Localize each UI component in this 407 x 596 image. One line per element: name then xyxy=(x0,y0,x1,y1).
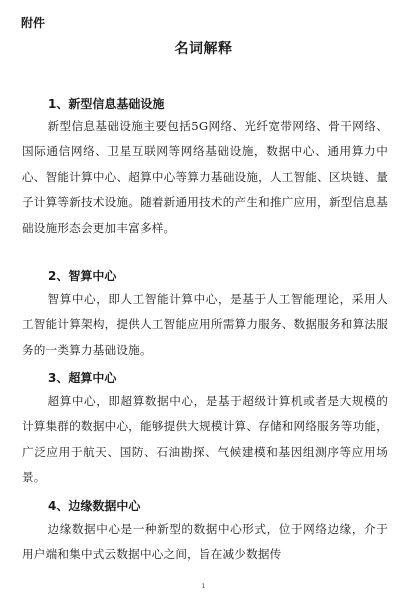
section-body-1: 新型信息基础设施主要包括5G网络、光纤宽带网络、骨干网络、国际通信网络、卫星互联网等网络基础设施，数据中心、通用算力中心、智能计算中心、超算中心等算力基础设施，人工智能、区块链、量子计算等新技术设施。随着新通用技术的产生和推广应用，新型信息基础设施形态会更加丰富多样。 xyxy=(22,119,388,235)
section-body-3: 超算中心，即超算数据中心，是基于超级计算机或者是大规模的计算集群的数据中心，能够提供大规模计算、存储和网络服务等功能，广泛应用于航天、国防、石油勘探、气候建模和基因组测序等应用场景。 xyxy=(22,394,388,485)
section-heading-2: 2、智算中心 xyxy=(48,269,117,283)
page-number: 1 xyxy=(201,583,206,590)
section-heading-1: 1、新型信息基础设施 xyxy=(48,97,165,111)
attachment-label: 附件 xyxy=(21,16,46,30)
section-heading-3: 3、超算中心 xyxy=(48,371,117,385)
section-body-4: 边缘数据中心是一种新型的数据中心形式，位于网络边缘，介于用户端和集中式云数据中心之间，旨在减少数据传 xyxy=(22,522,388,562)
section-heading-4: 4、边缘数据中心 xyxy=(48,499,141,513)
document-title: 名词解释 xyxy=(174,41,233,57)
section-body-2: 智算中心，即人工智能计算中心，是基于人工智能理论，采用人工智能计算架构，提供人工智能应用所需算力服务、数据服务和算法服务的一类算力基础设施。 xyxy=(22,292,388,357)
